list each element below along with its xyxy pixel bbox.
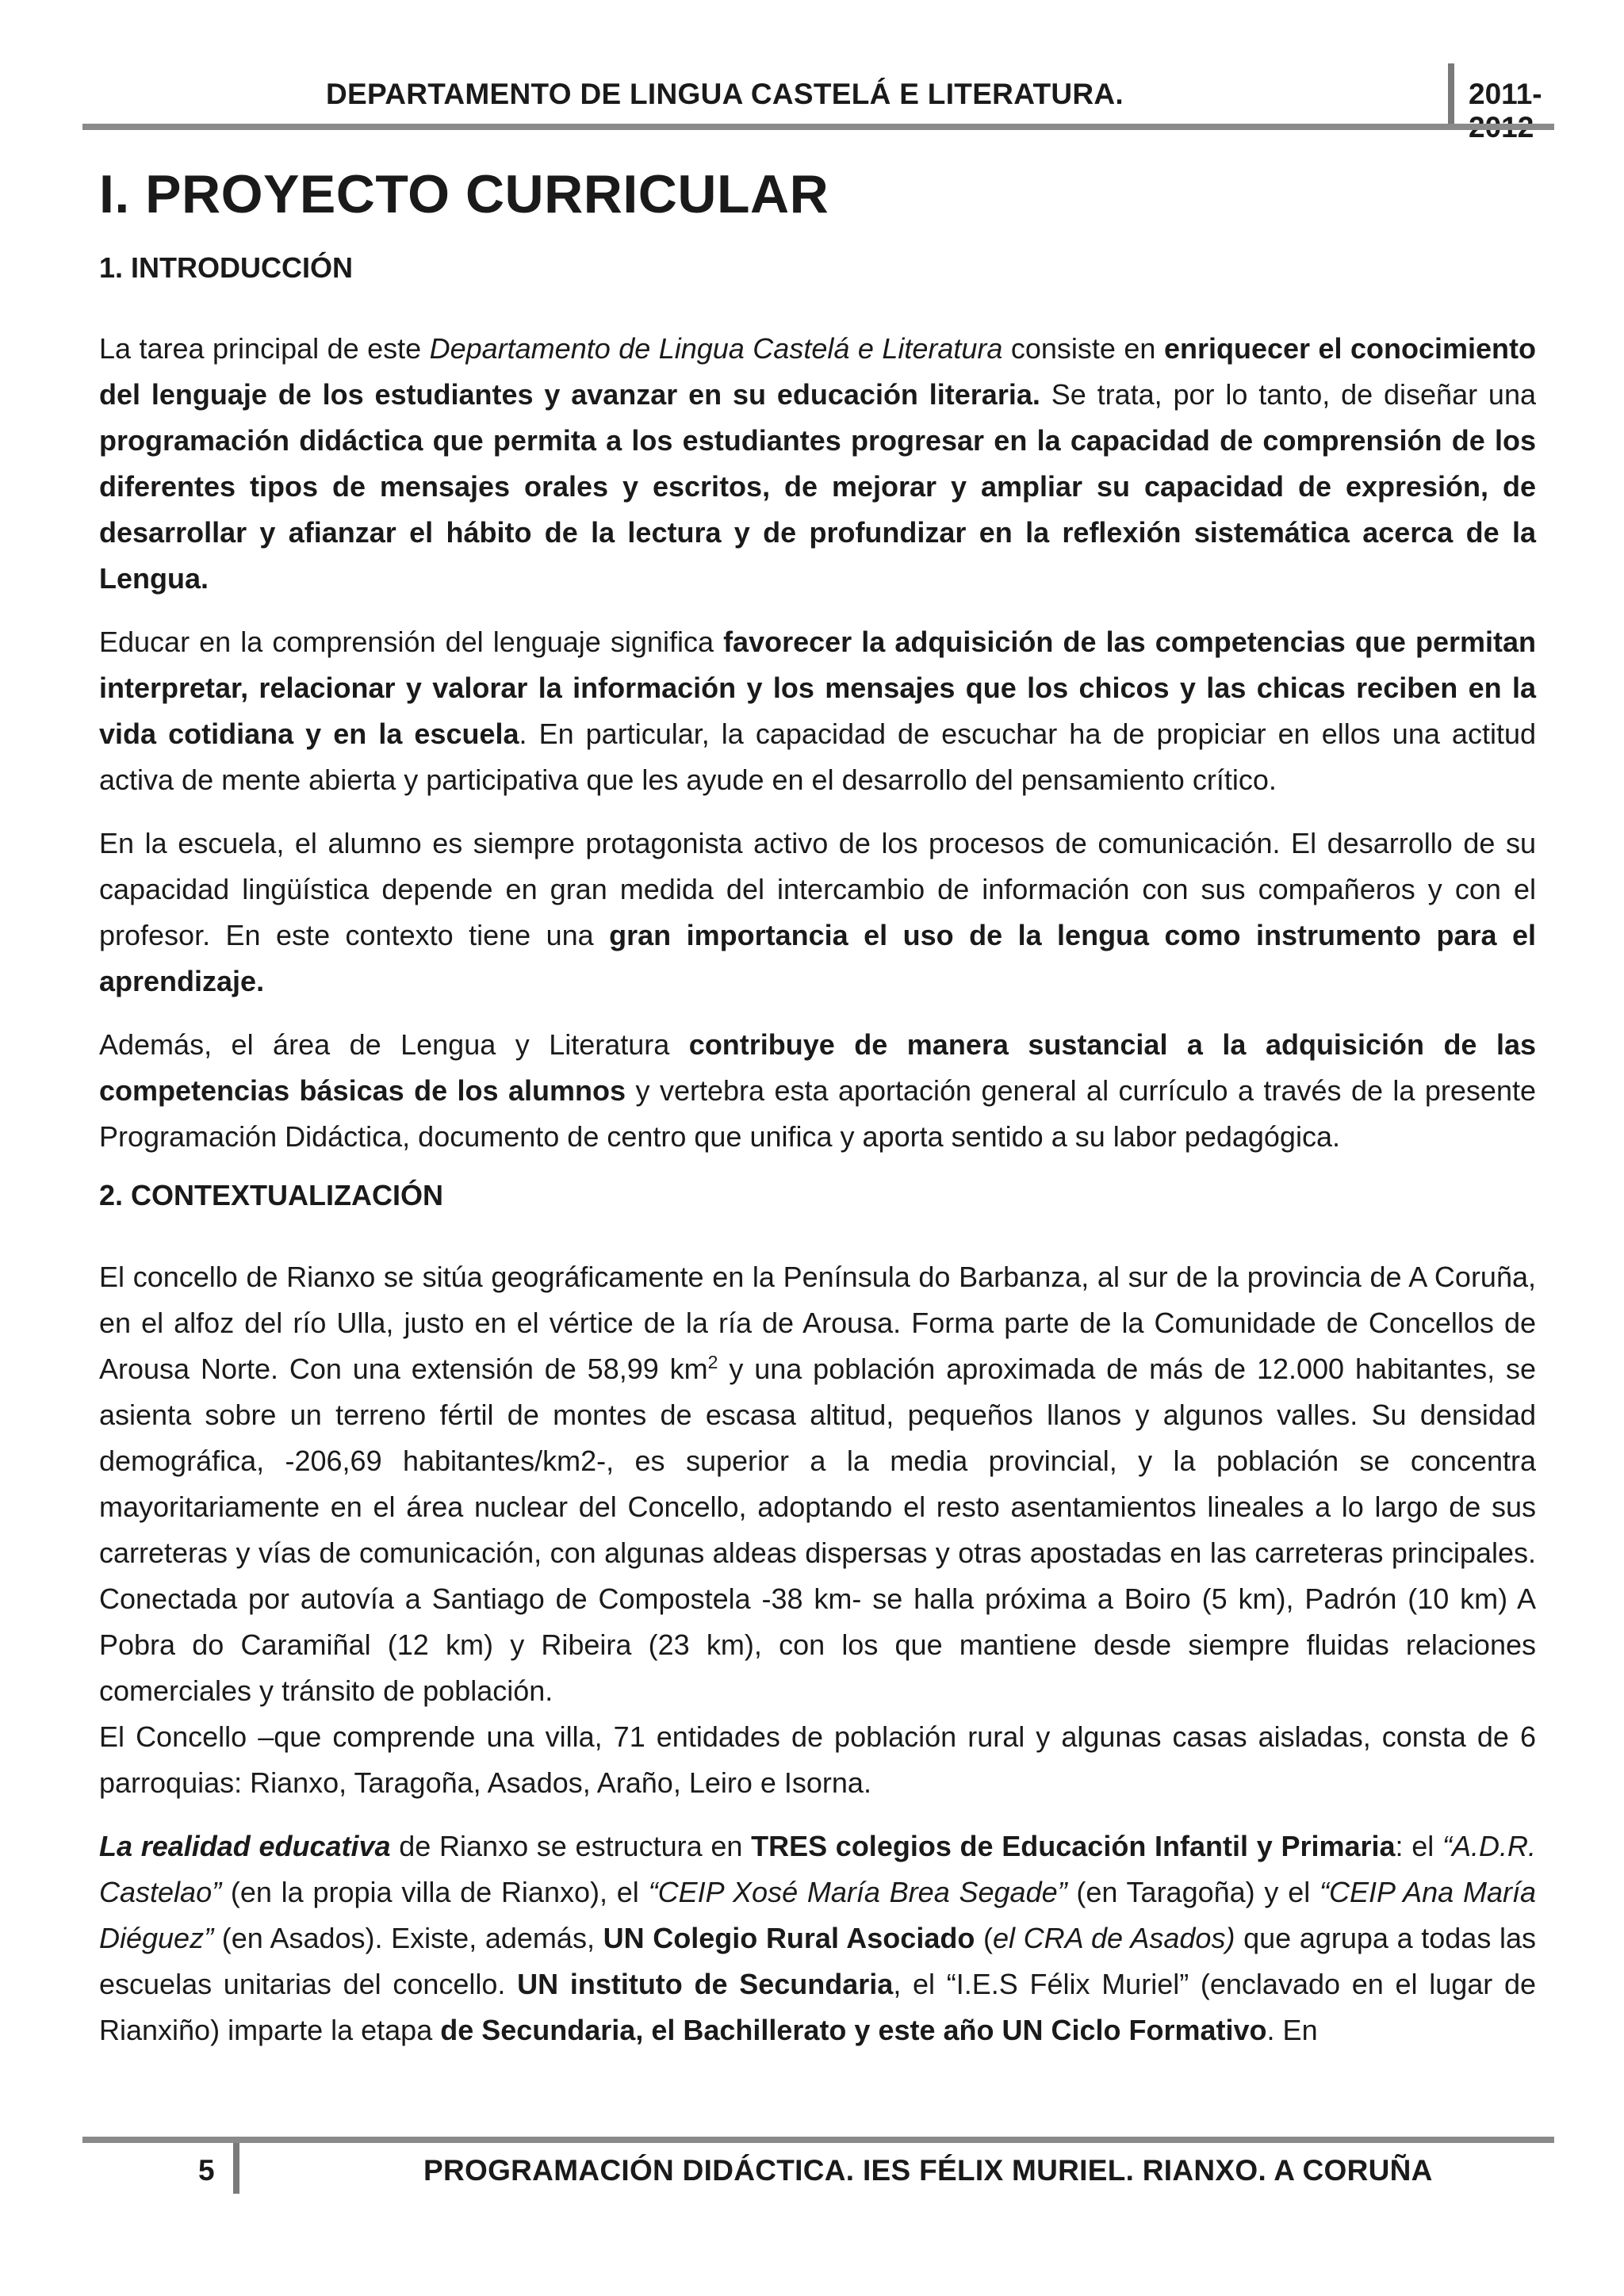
footer-divider [233, 2143, 239, 2194]
text-run: TRES colegios de Educación Infantil y Primaria [751, 1830, 1396, 1863]
text-run: 2 [707, 1352, 718, 1373]
academic-year: 2011- [1469, 78, 1542, 110]
document-title: I. PROYECTO CURRICULAR [99, 164, 829, 224]
paragraph [99, 1254, 1536, 1714]
paragraph [99, 821, 1536, 1004]
text-run: y vertebra esta aportación general al currículo a través de la presente Programación Didáctica, documento de centro que unifica y aporta sentido a su labor pedagógica. [99, 1074, 1536, 1154]
text-run: de Secundaria, el Bachillerato y este año UN Ciclo Formativo [440, 2014, 1267, 2047]
text-run: ( [975, 1922, 993, 1955]
text-run: (en la propia villa de Rianxo), el [221, 1876, 649, 1909]
text-run: El Concello –que comprende una villa, 71 entidades de población rural y algunas casas aisladas, consta de 6 parroquias: Rianxo, Taragoña, Asados, Araño, Leiro e Isorna. [99, 1720, 1536, 1800]
text-run: La tarea principal de este [99, 332, 430, 365]
text-run: . En [1266, 2014, 1318, 2047]
text-run: Educar en la comprensión del lenguaje significa [99, 626, 724, 659]
text-run: Departamento de Lingua Castelá e Literatura [429, 332, 1003, 365]
footer-rule [82, 2137, 1554, 2143]
text-run: Además, el área de Lengua y Literatura [99, 1028, 689, 1062]
text-run: que agrupa a todas las escuelas unitarias del concello. [99, 1922, 1537, 2001]
text-run: de Rianxo se estructura en [390, 1830, 752, 1863]
text-run: UN Colegio Rural Asociado [603, 1922, 975, 1955]
text-run: gran importancia el uso de la lengua como instrumento para el aprendizaje. [99, 919, 1536, 998]
section-heading-contextualizacion: 2. CONTEXTUALIZACIÓN [99, 1179, 444, 1212]
header-rule [82, 124, 1554, 130]
text-run: Se trata, por lo tanto, de diseñar una [1040, 378, 1536, 411]
footer-text: PROGRAMACIÓN DIDÁCTICA. IES FÉLIX MURIEL. RIANXO. A CORUÑA [423, 2154, 1433, 2187]
page-header [82, 63, 1554, 130]
paragraph [99, 1823, 1536, 2053]
text-run: favorecer la adquisición de las competencias que permitan interpretar, relacionar y valorar la información y los mensajes que los chicos y las chicas reciben en la vida cotidiana y en la escuela [99, 626, 1536, 751]
paragraph [99, 619, 1536, 803]
text-run: , el “I.E.S Félix Muriel” (enclavado en el lugar de Rianxiño) imparte la etapa [99, 1968, 1537, 2047]
section-heading-introduccion: 1. INTRODUCCIÓN [99, 251, 354, 284]
paragraph [99, 1714, 1536, 1806]
text-run: El concello de Rianxo se sitúa geográficamente en la Península do Barbanza, al sur de la provincia de A Coruña, en el alfoz del río Ulla, justo en el vértice de la ría de Arousa. Forma parte de la Comunidade de Concellos de Arousa Norte. Con una extensión de 58,99 km [99, 1261, 1536, 1386]
text-run: “A.D.R. Castelao” [99, 1830, 1537, 1909]
text-run: . En particular, la capacidad de escuchar ha de propiciar en ellos una actitud activa de mente abierta y participativa que les ayude en el desarrollo del pensamiento crítico. [99, 718, 1536, 797]
text-run: enriquecer el conocimiento del lenguaje de los estudiantes y avanzar en su educación literaria. [99, 332, 1536, 411]
department-title: DEPARTAMENTO DE LINGUA CASTELÁ E LITERATURA. [325, 78, 1124, 110]
text-run: consiste en [1002, 332, 1164, 365]
paragraph [99, 1022, 1536, 1160]
document-body [99, 163, 1536, 2071]
text-run: : el [1395, 1830, 1442, 1863]
page-number: 5 [198, 2154, 215, 2187]
header-divider [1448, 63, 1454, 125]
page-footer [82, 2137, 1554, 2208]
text-run: programación didáctica que permita a los estudiantes progresar en la capacidad de comprensión de los diferentes tipos de mensajes orales y escritos, de mejorar y ampliar su capacidad de expresión, de desarrollar y afianzar el hábito de la lectura y de profundizar en la reflexión sistemática acerca de la Lengua. [99, 424, 1536, 595]
text-run: “CEIP Ana María Diéguez” [99, 1876, 1536, 1955]
text-run: “CEIP Xosé María Brea Segade” [648, 1876, 1067, 1909]
text-run: (en Asados). Existe, además, [213, 1922, 603, 1955]
text-run: el CRA de Asados) [992, 1922, 1235, 1955]
text-run: En la escuela, el alumno es siempre protagonista activo de los procesos de comunicación. El desarrollo de su capacidad lingüística depende en gran medida del intercambio de información con sus compañeros y con el profesor. En este contexto tiene una [99, 827, 1536, 952]
text-run: contribuye de manera sustancial a la adquisición de las competencias básicas de los alumnos [99, 1028, 1536, 1108]
text-run: (en Taragoña) y el [1067, 1876, 1320, 1909]
text-run: La realidad educativa [99, 1830, 391, 1863]
text-run: UN instituto de Secundaria [517, 1968, 894, 2001]
text-run: y una población aproximada de más de 12.000 habitantes, se asienta sobre un terreno fértil de montes de escasa altitud, pequeños llanos y algunos valles. Su densidad demográfica, -206,69 habitantes/km2-, es superior a la media provincial, y la población se concentra mayoritariamente en el área nuclear del Concello, adoptando el resto asentamientos lineales a lo largo de sus carreteras y vías de comunicación, con algunas aldeas dispersas y otras apostadas en las carreteras principales. Conectada por autovía a Santiago de Compostela -38 km- se halla próxima a Boiro (5 km), Padrón (10 km) A Pobra do Caramiñal (12 km) y Ribeira (23 km), con los que mantiene desde siempre fluidas relaciones comerciales y tránsito de población. [99, 1353, 1536, 1708]
paragraph [99, 326, 1536, 602]
